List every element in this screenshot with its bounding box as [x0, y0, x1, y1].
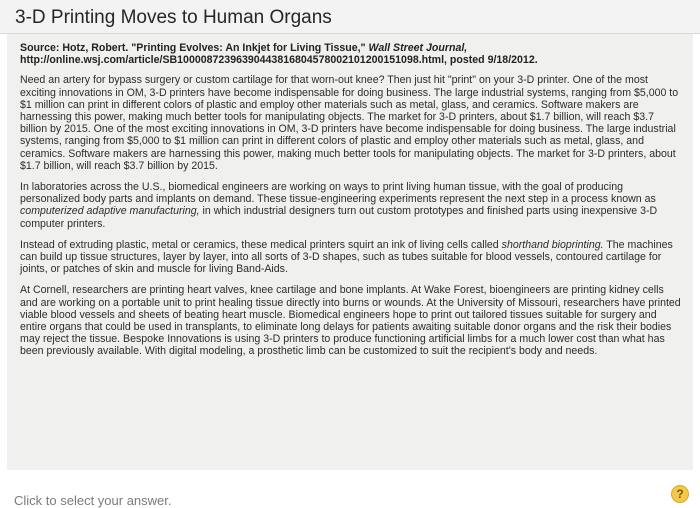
paragraph-4: At Cornell, researchers are printing heart valves, knee cartilage and bone implants. At Wake Forest, bioengineers are printing kidney cells and are working on a portable unit to print healing tissue directly into burns or wounds. At the University of Missouri, researchers have printed viable blood vessels and sheets of beating heart muscle. Biomedical engineers hope to print out tailored tissues suitable for surgery and entire organs that could be used in transplants, to eliminate long delays for patients awaiting suitable donor organs and the risk their bodies may reject the tissue. Bespoke Innovations is using 3-D printers to produce functioning artificial limbs for a much lower cost than what has been previously available. With digital modeling, a prosthetic limb can be customized to suit the recipient's body and needs. — [20, 284, 681, 358]
source-journal: Wall Street Journal, — [368, 42, 468, 54]
source-citation — [20, 42, 682, 66]
paragraph-3-tail: The machines can build up tissue structures, layer by layer, into all sorts of 3-D shapes, such as tubes suitable for blood vessels, contoured cartilage for joints, or patches of skin and muscle for living Band-Aids. — [20, 238, 673, 276]
paragraph-2 — [20, 181, 682, 230]
paragraph-2-emphasis: computerized adaptive manufacturing, — [20, 205, 200, 218]
question-mark-icon: ? — [676, 487, 684, 501]
source-suffix: http://online.wsj.com/article/SB10000872396390443816804578002101200151098.html, posted 9/18/2012. — [20, 54, 538, 67]
select-answer-link[interactable]: Click to select your answer. — [14, 493, 172, 508]
help-button[interactable] — [671, 485, 689, 503]
paragraph-3-text: Instead of extruding plastic, metal or ceramics, these medical printers squirt an ink of living cells called — [20, 238, 502, 251]
paragraph-2-text: In laboratories across the U.S., biomedical engineers are working on ways to print living human tissue, with the goal of producing personalized body parts and implants on demand. These tissue-engineering experiments represent the next step in a process known as — [20, 181, 656, 206]
page-title: 3-D Printing Moves to Human Organs — [15, 7, 332, 28]
answer-footer — [0, 470, 700, 508]
article-panel — [7, 34, 693, 470]
paragraph-1: Need an artery for bypass surgery or custom cartilage for that worn-out knee? Then just hit "print" on your 3-D printer. One of the most exciting innovations in OM, 3-D printers have become indispensable for doing business. The large industrial systems, ranging from $5,000 to $1 million can print in different colors of plastic and employ other materials such as metal, glass, and ceramics. Software makers are harnessing this power, making much better tools for manipulating objects. The market for 3-D printers, about $1.7 billion, will reach $3.7 billion by 2015. One of the most exciting innovations in OM, 3-D printers have become indispensable for doing business. The large industrial systems, ranging from $5,000 to $1 million can print in different colors of plastic and employ other materials such as metal, glass, and ceramics. Software makers are harnessing this power, making much better tools for manipulating objects. The market for 3-D printers, about $1.7 billion, will reach $3.7 billion by 2015. — [20, 74, 679, 172]
paragraph-2-tail: in which industrial designers turn out custom prototypes and finished parts using inexpensive 3-D computer printers. — [20, 205, 658, 230]
article-content — [20, 42, 682, 367]
source-prefix: Source: Hotz, Robert. "Printing Evolves: An Inkjet for Living Tissue," — [20, 42, 369, 54]
paragraph-3 — [20, 239, 682, 276]
title-bar — [0, 0, 700, 34]
paragraph-3-emphasis: shorthand bioprinting. — [501, 238, 604, 251]
